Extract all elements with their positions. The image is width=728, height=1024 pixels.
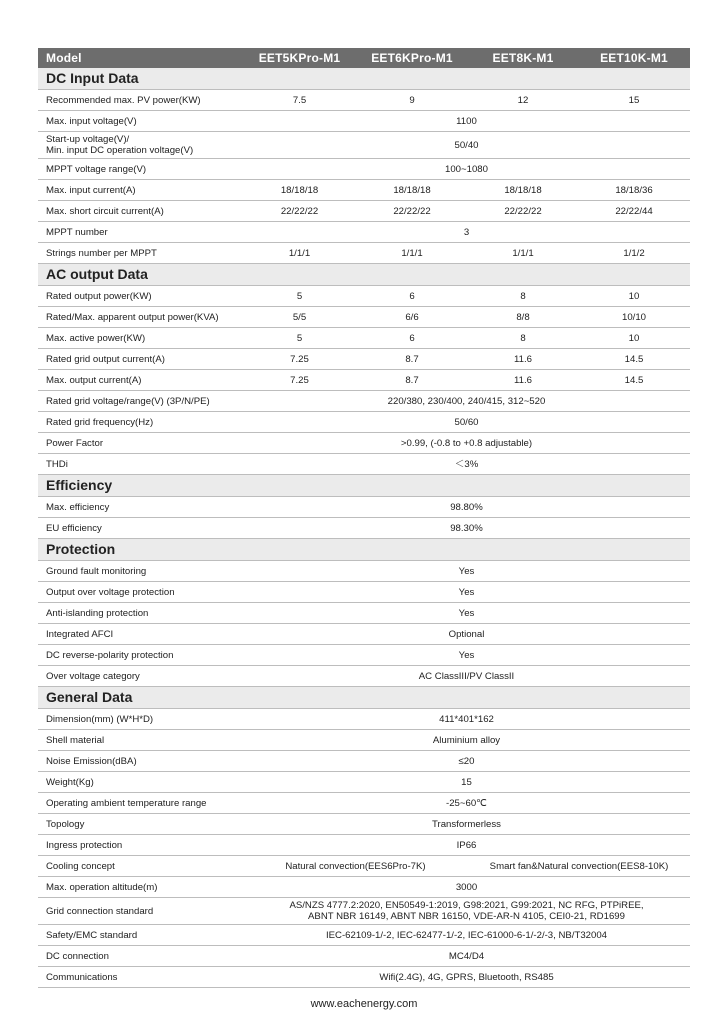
row-value: 22/22/44	[578, 201, 690, 222]
table-row	[38, 132, 690, 159]
row-value: 14.5	[578, 370, 690, 391]
row-value: 11.6	[468, 349, 578, 370]
model-column-4: EET10K-M1	[578, 48, 690, 68]
table-row	[38, 159, 690, 180]
row-value: 220/380, 230/400, 240/415, 312~520	[243, 391, 690, 412]
table-row	[38, 772, 690, 793]
row-label: MPPT voltage range(V)	[38, 159, 243, 180]
row-label: Shell material	[38, 730, 243, 751]
row-value: 18/18/18	[468, 180, 578, 201]
row-value: 22/22/22	[356, 201, 468, 222]
row-label: Max. input voltage(V)	[38, 111, 243, 132]
section-title: AC output Data	[38, 264, 690, 286]
row-value: 8.7	[356, 370, 468, 391]
table-row	[38, 624, 690, 645]
row-value: 411*401*162	[243, 709, 690, 730]
table-row	[38, 201, 690, 222]
row-value: 18/18/36	[578, 180, 690, 201]
table-row	[38, 370, 690, 391]
row-value: 9	[356, 90, 468, 111]
row-value: 7.25	[243, 370, 356, 391]
row-label: Noise Emission(dBA)	[38, 751, 243, 772]
row-value: 15	[243, 772, 690, 793]
table-row	[38, 454, 690, 475]
row-value: 1/1/1	[243, 243, 356, 264]
row-label: Operating ambient temperature range	[38, 793, 243, 814]
row-value: 6	[356, 286, 468, 307]
row-label: Topology	[38, 814, 243, 835]
row-label: Max. input current(A)	[38, 180, 243, 201]
row-label: Rated grid frequency(Hz)	[38, 412, 243, 433]
row-label: Dimension(mm) (W*H*D)	[38, 709, 243, 730]
row-value: 7.25	[243, 349, 356, 370]
table-row	[38, 666, 690, 687]
table-row	[38, 286, 690, 307]
row-label: Grid connection standard	[38, 898, 243, 925]
section-ac-output	[38, 264, 690, 286]
row-value: Natural convection(EES6Pro-7K)	[243, 856, 468, 877]
row-label: Max. short circuit current(A)	[38, 201, 243, 222]
model-column-2: EET6KPro-M1	[356, 48, 468, 68]
table-row	[38, 243, 690, 264]
section-efficiency	[38, 475, 690, 497]
table-row	[38, 349, 690, 370]
row-value: 18/18/18	[356, 180, 468, 201]
row-label: Recommended max. PV power(KW)	[38, 90, 243, 111]
model-column-1: EET5KPro-M1	[243, 48, 356, 68]
row-value: Yes	[243, 561, 690, 582]
row-label: DC connection	[38, 946, 243, 967]
row-value: 11.6	[468, 370, 578, 391]
row-value: AC ClassIII/PV ClassII	[243, 666, 690, 687]
row-label: Cooling concept	[38, 856, 243, 877]
row-label: Anti-islanding protection	[38, 603, 243, 624]
row-label: Rated grid voltage/range(V) (3P/N/PE)	[38, 391, 243, 412]
row-value: 22/22/22	[468, 201, 578, 222]
row-label: Max. efficiency	[38, 497, 243, 518]
table-row	[38, 90, 690, 111]
model-header: Model	[38, 48, 243, 68]
row-label: Ingress protection	[38, 835, 243, 856]
row-value: 10	[578, 328, 690, 349]
table-row	[38, 180, 690, 201]
row-value: 8/8	[468, 307, 578, 328]
row-value: 1/1/1	[356, 243, 468, 264]
row-value: 50/40	[243, 132, 690, 159]
section-title: Protection	[38, 539, 690, 561]
row-value: 5	[243, 328, 356, 349]
row-label-line: Min. input DC operation voltage(V)	[46, 145, 194, 156]
row-value: IP66	[243, 835, 690, 856]
table-row	[38, 898, 690, 925]
row-value: 6/6	[356, 307, 468, 328]
table-row	[38, 709, 690, 730]
row-value: >0.99, (-0.8 to +0.8 adjustable)	[243, 433, 690, 454]
table-row	[38, 328, 690, 349]
row-value: IEC-62109-1/-2, IEC-62477-1/-2, IEC-61000-6-1/-2/-3, NB/T32004	[243, 925, 690, 946]
table-row	[38, 497, 690, 518]
row-value: Yes	[243, 645, 690, 666]
row-value: Yes	[243, 603, 690, 624]
row-label: Strings number per MPPT	[38, 243, 243, 264]
row-label	[38, 132, 243, 159]
row-value: 10/10	[578, 307, 690, 328]
row-value: 1100	[243, 111, 690, 132]
table-row	[38, 967, 690, 988]
row-value: 7.5	[243, 90, 356, 111]
row-value-line: AS/NZS 4777.2:2020, EN50549-1:2019, G98:2021, G99:2021, NC RFG, PTPiREE,	[289, 900, 644, 911]
row-value: Smart fan&Natural convection(EES8-10K)	[468, 856, 690, 877]
row-value-line: ABNT NBR 16149, ABNT NBR 16150, VDE-AR-N 4105, CEI0-21, RD1699	[308, 911, 625, 922]
row-value: 1/1/2	[578, 243, 690, 264]
table-row	[38, 603, 690, 624]
row-label: Weight(Kg)	[38, 772, 243, 793]
table-row	[38, 582, 690, 603]
row-value: 6	[356, 328, 468, 349]
row-label: Power Factor	[38, 433, 243, 454]
row-value: 5	[243, 286, 356, 307]
table-row	[38, 946, 690, 967]
row-value: 10	[578, 286, 690, 307]
row-value: Transformerless	[243, 814, 690, 835]
table-row	[38, 814, 690, 835]
section-protection	[38, 539, 690, 561]
row-value: 98.30%	[243, 518, 690, 539]
table-row	[38, 730, 690, 751]
row-value: MC4/D4	[243, 946, 690, 967]
section-general	[38, 687, 690, 709]
row-label: Ground fault monitoring	[38, 561, 243, 582]
table-row	[38, 925, 690, 946]
row-value: 3	[243, 222, 690, 243]
section-title: General Data	[38, 687, 690, 709]
row-value	[243, 898, 690, 925]
table-row	[38, 835, 690, 856]
table-row	[38, 412, 690, 433]
row-label: THDi	[38, 454, 243, 475]
row-label: Max. operation altitude(m)	[38, 877, 243, 898]
row-value: 22/22/22	[243, 201, 356, 222]
row-value: 15	[578, 90, 690, 111]
row-label: Rated grid output current(A)	[38, 349, 243, 370]
header-row	[38, 48, 690, 68]
row-value: 98.80%	[243, 497, 690, 518]
row-value: 3000	[243, 877, 690, 898]
row-value: 50/60	[243, 412, 690, 433]
row-label: Rated/Max. apparent output power(KVA)	[38, 307, 243, 328]
spec-table	[38, 48, 690, 988]
row-label: Over voltage category	[38, 666, 243, 687]
row-label: Integrated AFCI	[38, 624, 243, 645]
row-value: 8.7	[356, 349, 468, 370]
row-value: Yes	[243, 582, 690, 603]
row-label: Max. active power(KW)	[38, 328, 243, 349]
table-row	[38, 751, 690, 772]
table-row	[38, 561, 690, 582]
table-row	[38, 391, 690, 412]
table-row	[38, 793, 690, 814]
row-value: ≤20	[243, 751, 690, 772]
section-title: Efficiency	[38, 475, 690, 497]
table-row	[38, 433, 690, 454]
table-row	[38, 645, 690, 666]
row-value: 1/1/1	[468, 243, 578, 264]
row-label: DC reverse-polarity protection	[38, 645, 243, 666]
table-row	[38, 111, 690, 132]
row-label: Safety/EMC standard	[38, 925, 243, 946]
table-row	[38, 222, 690, 243]
row-label: Communications	[38, 967, 243, 988]
section-dc-input	[38, 68, 690, 90]
footer-website: www.eachenergy.com	[310, 998, 418, 1010]
row-label: MPPT number	[38, 222, 243, 243]
row-value: ＜3%	[243, 454, 690, 475]
row-value: -25~60℃	[243, 793, 690, 814]
row-value: 5/5	[243, 307, 356, 328]
row-value: 8	[468, 286, 578, 307]
table-row	[38, 518, 690, 539]
row-value: 12	[468, 90, 578, 111]
model-column-3: EET8K-M1	[468, 48, 578, 68]
table-row	[38, 856, 690, 877]
row-label: Rated output power(KW)	[38, 286, 243, 307]
row-label: Output over voltage protection	[38, 582, 243, 603]
table-row	[38, 877, 690, 898]
row-value: 18/18/18	[243, 180, 356, 201]
row-value: Wifi(2.4G), 4G, GPRS, Bluetooth, RS485	[243, 967, 690, 988]
row-value: Aluminium alloy	[243, 730, 690, 751]
section-title: DC Input Data	[38, 68, 690, 90]
row-value: 100~1080	[243, 159, 690, 180]
row-label-line: Start-up voltage(V)/	[46, 134, 130, 145]
row-value: 14.5	[578, 349, 690, 370]
row-value: 8	[468, 328, 578, 349]
row-label: EU efficiency	[38, 518, 243, 539]
row-label: Max. output current(A)	[38, 370, 243, 391]
table-row	[38, 307, 690, 328]
row-value: Optional	[243, 624, 690, 645]
